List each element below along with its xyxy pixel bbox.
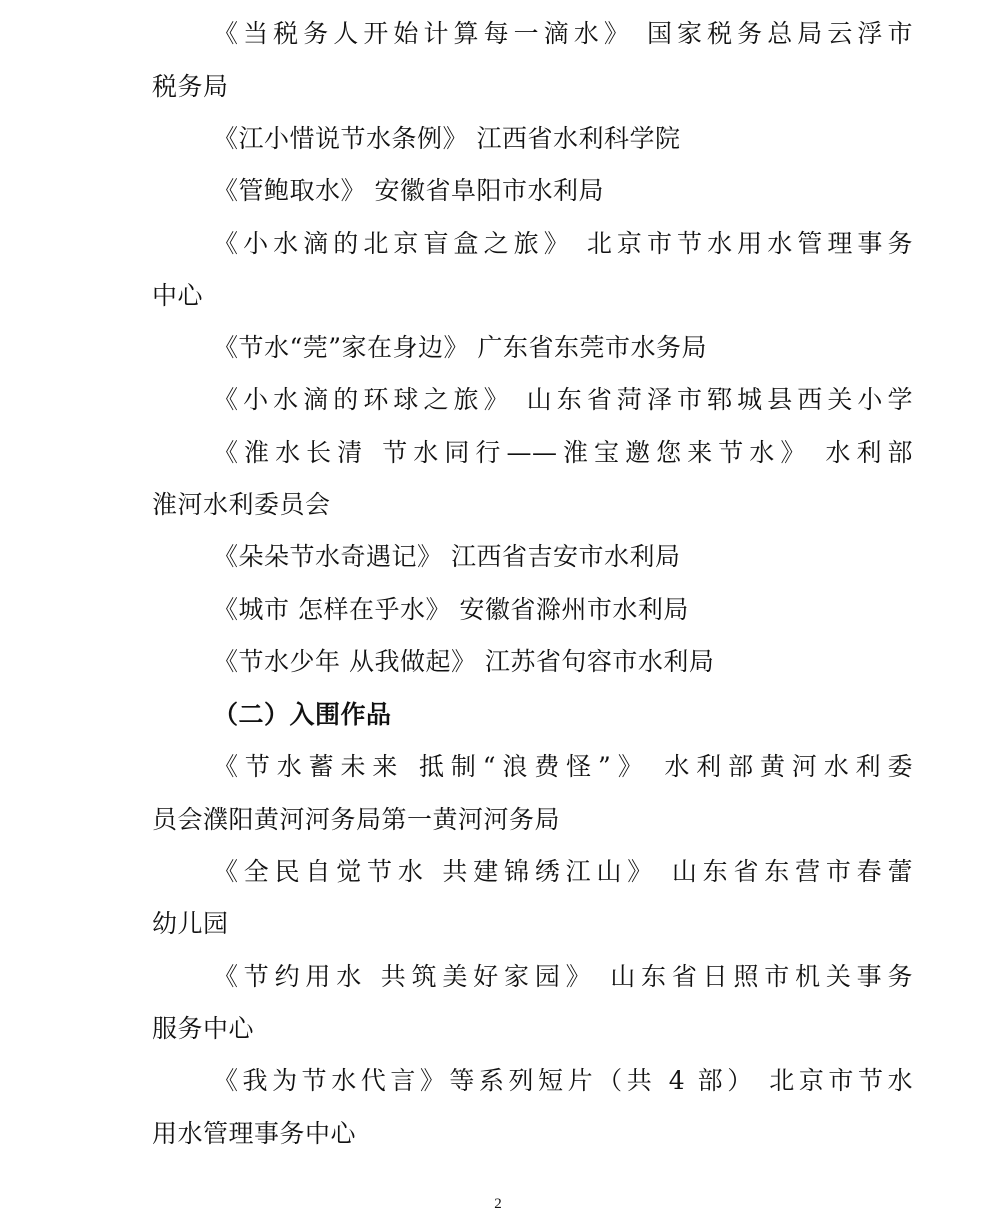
entry-line: 《江小惜说节水条例》 江西省水利科学院	[213, 124, 681, 153]
entry-line: 《当税务人开始计算每一滴水》 国家税务总局云浮市	[213, 19, 913, 48]
entry-line: 《我为节水代言》等系列短片（共 4 部） 北京市节水	[213, 1066, 913, 1095]
entry-line: 《节水蓄未来 抵制“浪费怪”》 水利部黄河水利委	[213, 752, 913, 781]
entry-line: 员会濮阳黄河河务局第一黄河河务局	[152, 805, 561, 834]
entry-line: 幼儿园	[152, 909, 229, 938]
entry-line: 《全民自觉节水 共建锦绣江山》 山东省东营市春蕾	[213, 857, 913, 886]
entry-line: 《节水少年 从我做起》 江苏省句容市水利局	[213, 647, 715, 676]
entry-line: 中心	[152, 281, 204, 310]
section-heading: （二）入围作品	[213, 700, 392, 729]
entry-line: 《小水滴的环球之旅》 山东省菏泽市郓城县西关小学	[213, 385, 913, 414]
entry-line: 《朵朵节水奇遇记》 江西省吉安市水利局	[213, 542, 681, 571]
entry-line: 《管鲍取水》 安徽省阜阳市水利局	[213, 176, 604, 205]
entry-line: 服务中心	[152, 1014, 255, 1043]
entry-line: 淮河水利委员会	[152, 490, 331, 519]
entry-line: 《小水滴的北京盲盒之旅》 北京市节水用水管理事务	[213, 229, 913, 258]
entry-line: 《节约用水 共筑美好家园》 山东省日照市机关事务	[213, 962, 913, 991]
entry-line: 《淮水长清 节水同行——淮宝邀您来节水》 水利部	[213, 438, 913, 467]
entry-line: 《节水“莞”家在身边》 广东省东莞市水务局	[213, 333, 708, 362]
page-number: 2	[494, 1196, 502, 1212]
entry-line: 《城市 怎样在乎水》 安徽省滁州市水利局	[213, 595, 689, 624]
entry-line: 税务局	[152, 72, 229, 101]
entry-line: 用水管理事务中心	[152, 1119, 357, 1148]
